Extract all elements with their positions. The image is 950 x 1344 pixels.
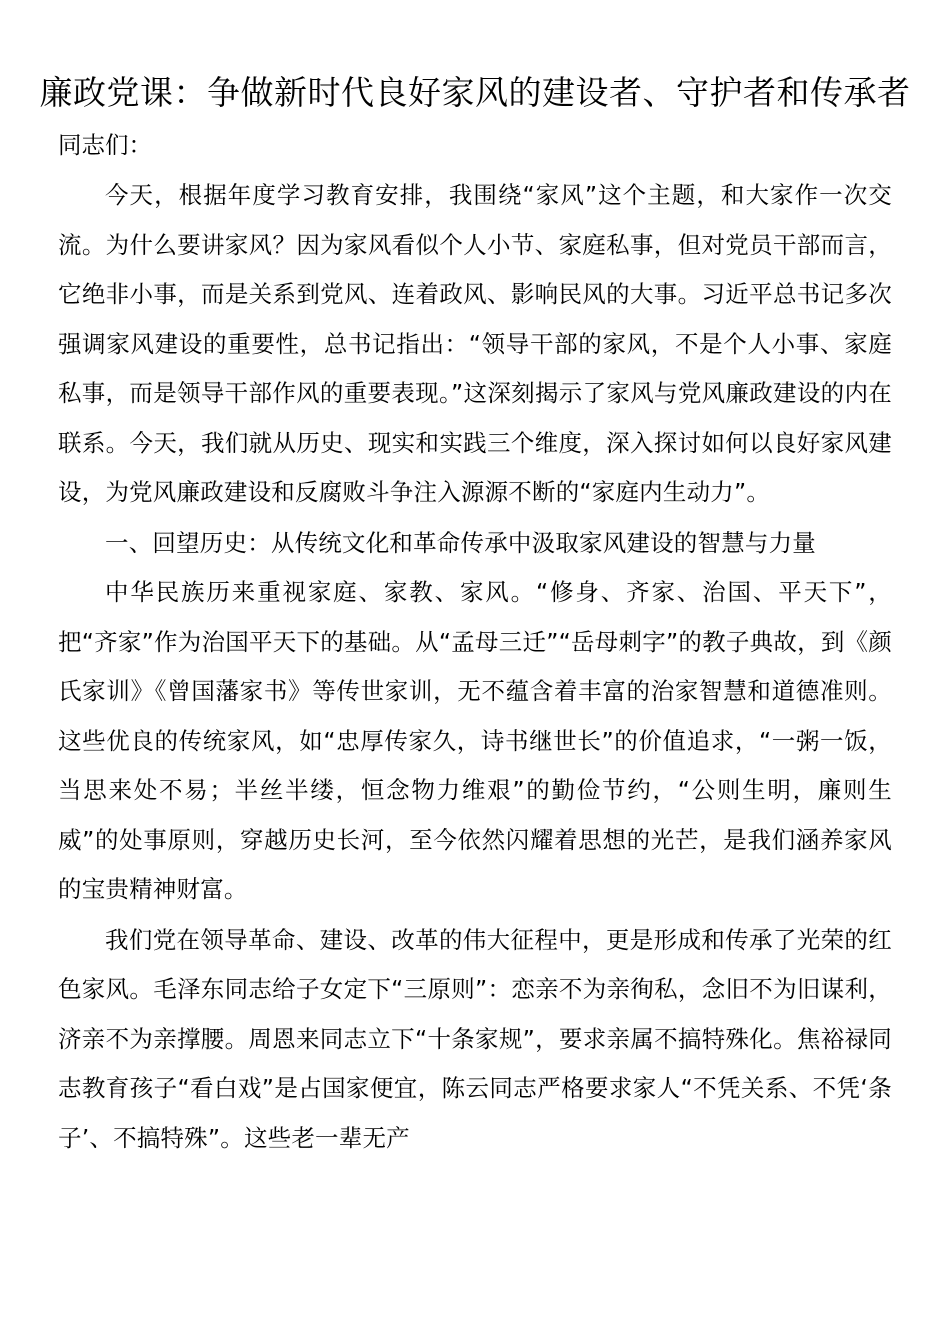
document-title: 廉政党课：争做新时代良好家风的建设者、守护者和传承者	[39, 73, 911, 112]
paragraph-red-family-style: 我们党在领导革命、建设、改革的伟大征程中，更是形成和传承了光荣的红色家风。毛泽东同志给子女定下“三原则”：恋亲不为亲徇私，念旧不为旧谋利，济亲不为亲撑腰。周恩来同志立下“十条家规”，要求亲属不搞特殊化。焦裕禄同志教育孩子“看白戏”是占国家便宜，陈云同志严格要求家人“不凭关系、不凭‘条子’、不搞特殊”。这些老一辈无产	[58, 925, 892, 1152]
section-heading-1: 一、回望历史：从传统文化和革命传承中汲取家风建设的智慧与力量	[105, 528, 816, 557]
paragraph-tradition: 中华民族历来重视家庭、家教、家风。“修身、齐家、治国、平天下”，把“齐家”作为治国平天下的基础。从“孟母三迁”“岳母刺字”的教子典故，到《颜氏家训》《曾国藩家书》等传世家训，无不蕴含着丰富的治家智慧和道德准则。这些优良的传统家风，如“忠厚传家久，诗书继世长”的价值追求，“一粥一饭，当思来处不易；半丝半缕，恒念物力维艰”的勤俭节约，“公则生明，廉则生威”的处事原则，穿越历史长河，至今依然闪耀着思想的光芒，是我们涵养家风的宝贵精神财富。	[58, 578, 892, 903]
paragraph-intro: 今天，根据年度学习教育安排，我围绕“家风”这个主题，和大家作一次交流。为什么要讲家风？因为家风看似个人小节、家庭私事，但对党员干部而言，它绝非小事，而是关系到党风、连着政风、影响民风的大事。习近平总书记多次强调家风建设的重要性，总书记指出：“领导干部的家风，不是个人小事、家庭私事，而是领导干部作风的重要表现。”这深刻揭示了家风与党风廉政建设的内在联系。今天，我们就从历史、现实和实践三个维度，深入探讨如何以良好家风建设，为党风廉政建设和反腐败斗争注入源源不断的“家庭内生动力”。	[58, 181, 892, 506]
salutation: 同志们：	[58, 131, 152, 159]
